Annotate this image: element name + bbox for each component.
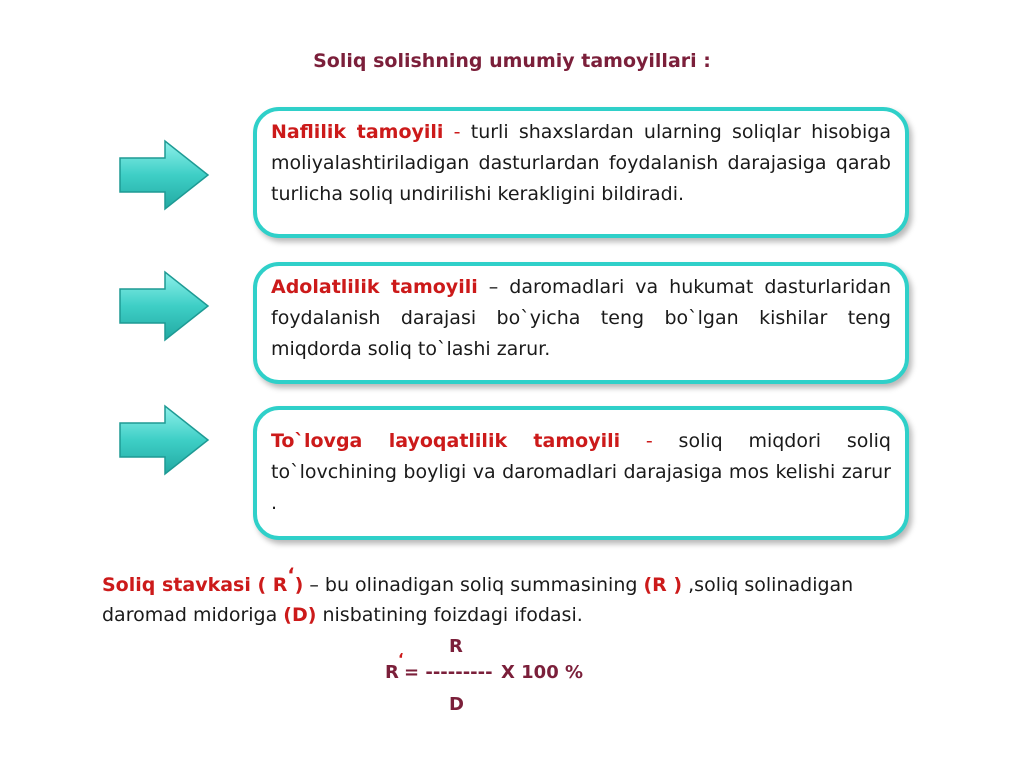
principle-text <box>271 117 891 210</box>
formula-lhs: R <box>385 662 399 683</box>
principle-separator: - <box>453 121 461 143</box>
tax-rate-definition <box>102 564 912 630</box>
rate-term: Soliq stavkasi ( R <box>102 574 288 596</box>
principle-name: To`lovga layoqatlilik tamoyili <box>271 430 621 452</box>
principle-text <box>271 416 891 519</box>
rate-text-2: ,soliq solinadigan daromad midoriga <box>102 574 854 626</box>
principle-description: daromadlari va hukumat dasturlaridan foydalanish darajasi bo`yicha teng bo`lgan kishilar teng miqdorda soliq to`lashi zarur. <box>271 276 891 360</box>
rate-r-symbol: (R ) <box>643 574 683 596</box>
principle-description: turli shaxslardan ularning soliqlar hisobiga moliyalashtiriladigan dasturlardan foydalanish darajasiga qarab turlicha soliq undirilishi kerakligini bildiradi. <box>271 121 891 205</box>
principle-box-ability-to-pay <box>253 406 909 540</box>
rate-text-3: nisbatining foizdagi ifodasi. <box>322 604 583 626</box>
right-arrow-icon <box>118 139 210 211</box>
rate-text-1: – bu olinadigan soliq summasining <box>309 574 638 596</box>
right-arrow-icon <box>118 404 210 476</box>
principle-separator: - <box>645 430 653 452</box>
principle-separator: – <box>488 276 499 298</box>
rate-term-close: ) <box>294 574 304 596</box>
principle-description: soliq miqdori soliq to`lovchining boyligi va daromadlari darajasiga mos kelishi zarur . <box>271 430 891 514</box>
formula-denominator: D <box>449 694 464 715</box>
principle-name: Naflilik tamoyili <box>271 121 444 143</box>
formula-prime: ‘ <box>398 650 404 668</box>
rate-d-symbol: (D) <box>283 604 317 626</box>
formula-multiplier: X 100 % <box>501 662 584 683</box>
formula-numerator: R <box>449 636 463 657</box>
principle-box-fairness <box>253 262 909 384</box>
principle-name: Adolatlilik tamoyili <box>271 276 478 298</box>
slide-title: Soliq solishning umumiy tamoyillari : <box>313 50 711 72</box>
formula-fraction-line: = --------- <box>404 662 493 683</box>
rate-prime: ‘ <box>287 564 295 586</box>
right-arrow-icon <box>118 270 210 342</box>
principle-text <box>271 272 891 365</box>
principle-box-benefit <box>253 107 909 238</box>
